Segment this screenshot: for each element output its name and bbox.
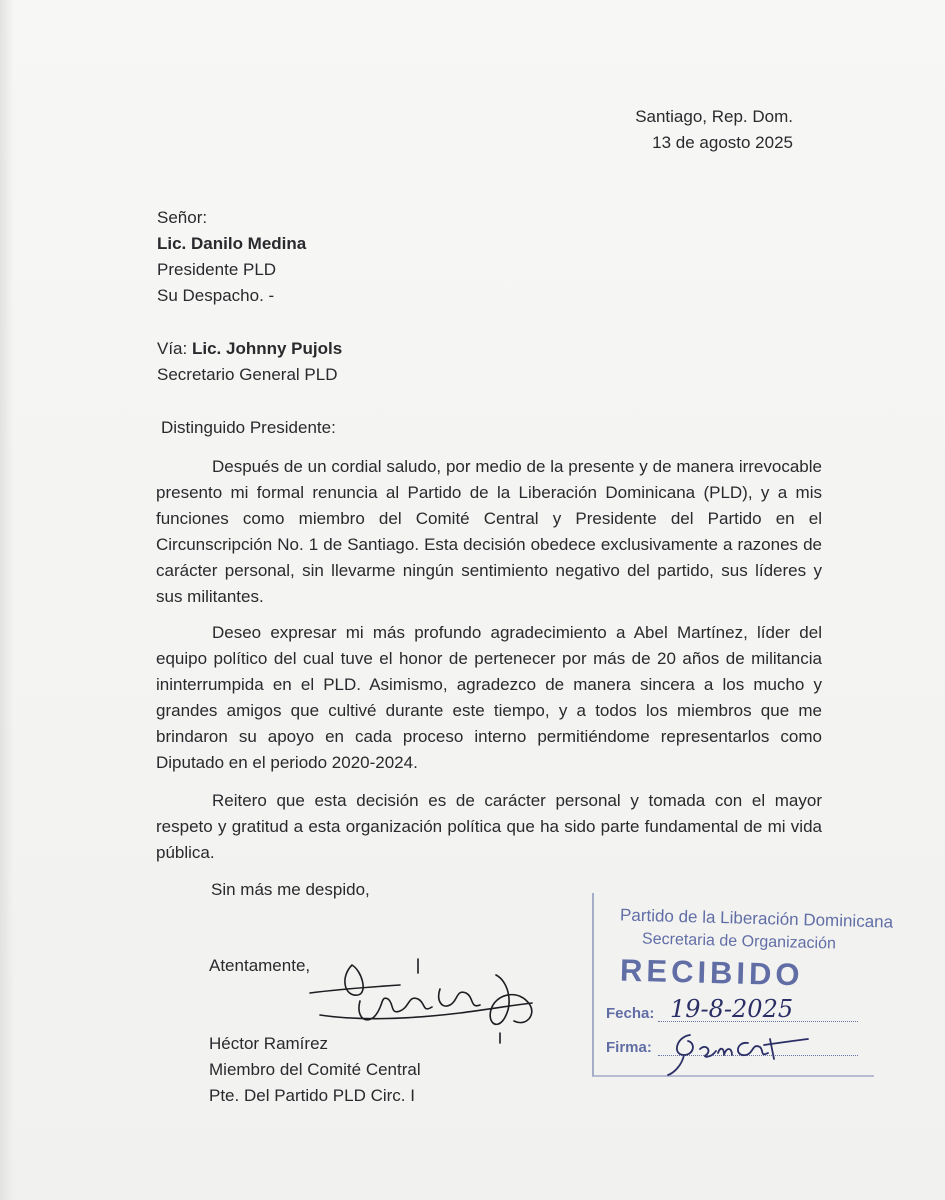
greeting: Distinguido Presidente: <box>161 418 336 437</box>
sign-off: Atentamente, <box>209 956 311 975</box>
via-prefix: Vía: <box>157 339 188 358</box>
stamp-initials-signature <box>666 1025 816 1077</box>
body-paragraph-1 <box>156 454 822 610</box>
stamp-date-value: 19-8-2025 <box>670 995 794 1023</box>
body-paragraph-2 <box>156 620 822 776</box>
place-date-block <box>635 104 793 156</box>
signer-role-1: Miembro del Comité Central <box>209 1060 421 1079</box>
page-edge-shadow <box>0 0 14 1200</box>
stamp-status: RECIBIDO <box>619 952 805 993</box>
recipient-name: Lic. Danilo Medina <box>157 234 307 253</box>
stamp-signature-label: Firma: <box>606 1039 652 1056</box>
signer-role-2: Pte. Del Partido PLD Circ. I <box>209 1086 415 1105</box>
handwritten-signature <box>300 945 550 1045</box>
body-paragraph-3 <box>156 788 822 866</box>
farewell: Sin más me despido, <box>211 880 370 899</box>
paragraph-3-text: Reitero que esta decisión es de carácter personal y tomada con el mayor respeto y gratitud a esta organización política que ha sido parte fundamental de mi vida pública. <box>156 791 822 862</box>
date-line: 13 de agosto 2025 <box>652 133 793 152</box>
paragraph-2-text: Deseo expresar mi más profundo agradecimiento a Abel Martínez, líder del equipo político del cual tuve el honor de pertenecer por más de 20 años de militancia ininterrumpida en el PLD. Asimismo, agradezco de manera sincera a los mucho y grandes amigos que cultivé durante este tiempo, y a todos los miembros que me brindaron su apoyo en cada proceso interno permitiéndome representarlos como Diputado en el periodo 2020-2024. <box>156 623 822 772</box>
city-line: Santiago, Rep. Dom. <box>635 107 793 126</box>
via-name: Lic. Johnny Pujols <box>191 339 343 358</box>
stamp-department: Secretaria de Organización <box>641 930 837 953</box>
recipient-title: Presidente PLD <box>157 260 277 279</box>
stamp-org: Partido de la Liberación Dominicana <box>619 905 894 932</box>
paragraph-1-text: Después de un cordial saludo, por medio de la presente y de manera irrevocable presento mi formal renuncia al Partido de la Liberación Dominicana (PLD), y a mis funciones como miembro del Comité Central y Presidente del Partido en el Circunscripción No. 1 de Santiago. Esta decisión obedece exclusivamente a razones de carácter personal, sin llevarme ningún sentimiento negativo del partido, sus líderes y sus militantes. <box>156 457 822 606</box>
signer-name: Héctor Ramírez <box>209 1034 329 1053</box>
via-line <box>157 336 342 362</box>
stamp-date-label: Fecha: <box>606 1005 655 1022</box>
via-title: Secretario General PLD <box>157 365 338 384</box>
reception-stamp <box>592 893 894 1083</box>
recipient-office: Su Despacho. - <box>157 286 275 305</box>
recipient-salutation: Señor: <box>157 208 208 227</box>
